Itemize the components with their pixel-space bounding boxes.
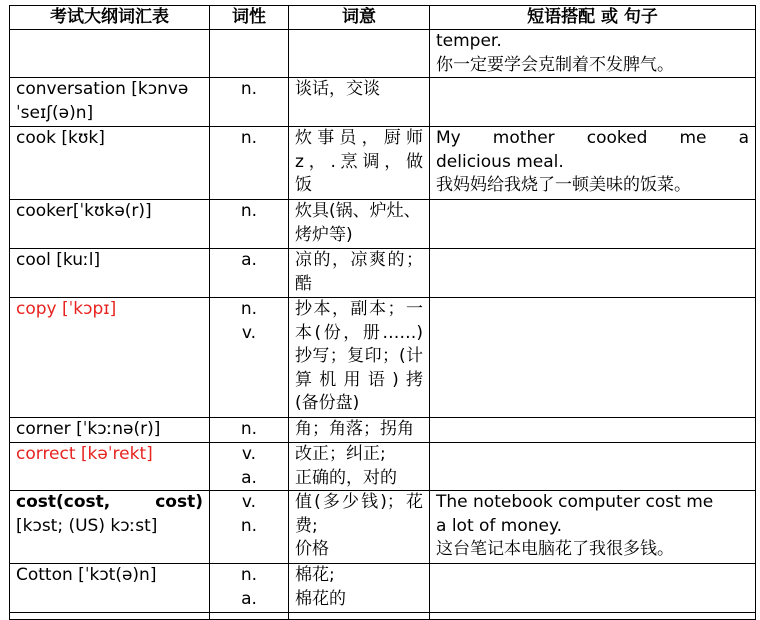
word-text: ˈseɪʃ(ə)n] xyxy=(16,102,94,123)
header-word: 考试大纲词汇表 xyxy=(10,6,210,30)
meaning-text: 值(多少钱)；花 xyxy=(295,492,423,512)
pos-cell xyxy=(210,491,289,564)
word-cell xyxy=(10,78,210,127)
table-row xyxy=(10,30,756,78)
word-cell xyxy=(10,298,210,418)
pos-text: n. xyxy=(240,419,258,439)
word-cell xyxy=(10,443,210,491)
word-cell xyxy=(10,200,210,249)
pos-text: a. xyxy=(241,250,257,270)
pos-text: n. xyxy=(240,201,258,221)
table-row xyxy=(10,127,756,200)
header-usage: 短语搭配 或 句子 xyxy=(430,6,756,30)
meaning-text: 凉的，凉爽的； xyxy=(295,250,423,270)
usage-cell xyxy=(430,491,756,564)
pos-cell xyxy=(210,249,289,298)
meaning-text: 炊事员，厨师 xyxy=(295,128,423,148)
meaning-cell xyxy=(289,491,430,564)
pos-text: n. xyxy=(240,79,258,99)
usage-line: The notebook computer cost me xyxy=(436,492,714,512)
pos-text: n. xyxy=(240,299,258,319)
pos-text: n. xyxy=(240,565,258,585)
pos-text: v. xyxy=(241,492,257,512)
meaning-text: 酷 xyxy=(295,273,312,294)
pos-text: n. xyxy=(240,128,258,148)
vocabulary-table xyxy=(9,5,756,620)
table-row xyxy=(10,249,756,298)
usage-cell xyxy=(430,200,756,249)
meaning-cell xyxy=(289,249,430,298)
meaning-text: 饭 xyxy=(295,175,312,195)
word-text: conversation [kɔnvə xyxy=(16,79,189,99)
table-row xyxy=(10,200,756,249)
table-header-row xyxy=(10,6,756,30)
table-row xyxy=(10,491,756,564)
meaning-cell xyxy=(289,127,430,200)
meaning-text: 炊具(锅、炉灶、 xyxy=(295,201,421,221)
table-row xyxy=(10,298,756,418)
pos-cell xyxy=(210,200,289,249)
word-text: correct [kəˈrekt] xyxy=(16,444,153,464)
meaning-text: 抄写；复印；(计 xyxy=(295,346,423,366)
meaning-text: 谈话，交谈 xyxy=(295,79,380,99)
word-text: Cotton [ˈkɔt(ə)n] xyxy=(16,565,157,585)
usage-cell xyxy=(430,249,756,298)
pos-cell xyxy=(210,418,289,443)
meaning-text: 棉花的 xyxy=(295,588,346,609)
meaning-text: 价格 xyxy=(295,539,329,559)
usage-line: a lot of money. xyxy=(436,515,563,536)
meaning-cell xyxy=(289,443,430,491)
word-cell xyxy=(10,249,210,298)
table-row xyxy=(10,418,756,443)
pos-cell xyxy=(210,564,289,613)
meaning-text: 改正；纠正; xyxy=(295,444,386,464)
table-row xyxy=(10,78,756,127)
pos-text: n. xyxy=(240,515,258,536)
meaning-text: 棉花; xyxy=(295,565,335,585)
word-text: copy [ˈkɔpɪ] xyxy=(16,299,117,319)
word-cell xyxy=(10,491,210,564)
header-meaning: 词意 xyxy=(289,6,430,30)
meaning-cell xyxy=(289,418,430,443)
pos-text: v. xyxy=(241,322,257,343)
pos-cell xyxy=(210,127,289,200)
word-cell xyxy=(10,127,210,200)
usage-line: 你一定要学会克制着不发脾气。 xyxy=(436,54,674,75)
meaning-text: z，.烹调，做 xyxy=(295,151,423,172)
usage-line: 这台笔记本电脑花了我很多钱。 xyxy=(436,539,674,559)
meaning-text: (备份盘) xyxy=(295,393,360,413)
meaning-text: 正确的，对的 xyxy=(295,467,397,488)
usage-cell xyxy=(430,443,756,491)
meaning-text: 费; xyxy=(295,515,318,536)
pos-text: a. xyxy=(241,467,257,488)
usage-cell xyxy=(430,298,756,418)
usage-cell xyxy=(430,30,756,78)
pos-cell xyxy=(210,78,289,127)
table-row xyxy=(10,443,756,491)
usage-cell xyxy=(430,418,756,443)
usage-cell xyxy=(430,78,756,127)
usage-cell xyxy=(430,127,756,200)
usage-line: temper. xyxy=(436,31,502,51)
usage-line: My mother cooked me a xyxy=(436,128,749,148)
pos-cell xyxy=(210,298,289,418)
header-pos: 词性 xyxy=(210,6,289,30)
word-text: cost) xyxy=(155,492,203,512)
usage-line: 我妈妈给我烧了一顿美味的饭菜。 xyxy=(436,175,691,195)
meaning-cell xyxy=(289,298,430,418)
meaning-text: 算机用语)拷 xyxy=(295,369,423,390)
meaning-cell xyxy=(289,30,430,78)
pos-text: a. xyxy=(241,588,257,609)
usage-cell xyxy=(430,564,756,613)
meaning-text: 抄本，副本；一 xyxy=(295,299,423,319)
table-row xyxy=(10,564,756,613)
word-text: cooker[ˈkʊkə(r)] xyxy=(16,201,152,221)
word-text: [kɔst; (US) kɔːst] xyxy=(16,515,158,536)
table-row-cutoff xyxy=(10,613,756,620)
word-text: cost(cost, xyxy=(16,492,111,512)
word-text: cook [kʊk] xyxy=(16,128,105,148)
word-cell xyxy=(10,30,210,78)
meaning-text: 烤炉等) xyxy=(295,224,353,245)
word-cell xyxy=(10,564,210,613)
word-text: corner [ˈkɔːnə(r)] xyxy=(16,419,161,439)
meaning-text: 角；角落；拐角 xyxy=(295,419,414,439)
word-headword xyxy=(16,491,203,515)
meaning-cell xyxy=(289,200,430,249)
word-cell xyxy=(10,418,210,443)
pos-cell xyxy=(210,30,289,78)
usage-line: delicious meal. xyxy=(436,151,564,172)
meaning-cell xyxy=(289,564,430,613)
meaning-cell xyxy=(289,78,430,127)
word-text: cool [kuːl] xyxy=(16,250,101,270)
pos-cell xyxy=(210,443,289,491)
meaning-text: 本(份，册……) xyxy=(295,322,423,343)
pos-text: v. xyxy=(241,444,257,464)
